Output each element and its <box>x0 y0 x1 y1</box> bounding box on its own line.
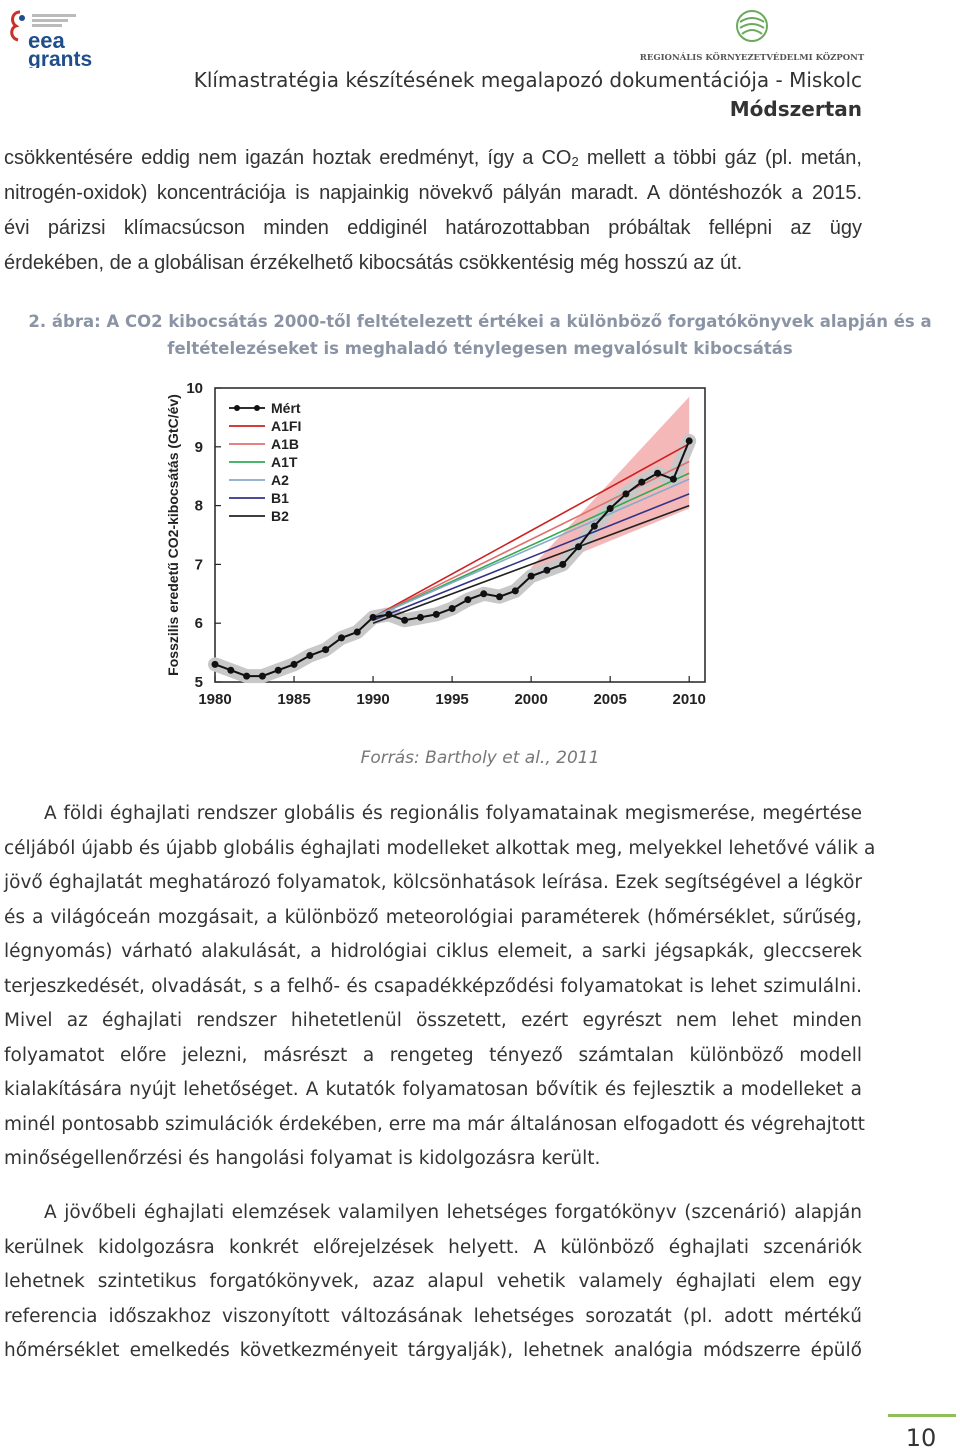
series-mert-point <box>338 634 345 641</box>
series-mert-point <box>480 590 487 597</box>
legend-label: A1B <box>271 436 300 452</box>
y-axis-label: Fosszilis eredetű CO2-kibocsátás (GtC/év) <box>165 394 181 676</box>
leaf-globe-icon <box>737 11 767 41</box>
series-mert-point <box>449 605 456 612</box>
series-mert-point <box>417 614 424 621</box>
p1-line-5: légnyomás) várható alakulását, a hidrológiai ciklus elemeit, a sarki jégsapkák, gleccserek <box>4 941 862 962</box>
intro-paragraph <box>4 141 862 281</box>
x-tick-label: 1995 <box>435 691 469 708</box>
y-tick-label: 10 <box>186 380 203 397</box>
eea-text: eea <box>28 28 65 53</box>
p1-line-7: Mivel az éghajlati rendszer hihetetlenül összetett, ezért egyrészt nem lehet minden <box>4 1010 862 1031</box>
p1-line-11: minőségellenőrzési és hangolási folyamat is kidolgozásra került. <box>4 1148 601 1169</box>
series-mert-point <box>591 523 598 530</box>
series-mert-point <box>543 567 550 574</box>
p2-line-4: referencia időszakhoz viszonyított változásának lehetséges sorozatát (pl. adott mértékű <box>4 1305 862 1327</box>
x-tick-label: 2010 <box>672 691 706 708</box>
series-mert-point <box>528 573 535 580</box>
series-mert-point <box>275 667 282 674</box>
intro-line-3: évi párizsi klímacsúcson minden eddiginél határozottabban próbáltak fellépni az ügy <box>4 217 862 239</box>
p1-line-4: és a világóceán mozgásait, a különböző meteorológiai paraméterek (hőmérséklet, sűrűség, <box>4 906 862 928</box>
series-mert-point <box>401 617 408 624</box>
page-number: 10 <box>905 1424 937 1452</box>
series-mert-point <box>227 667 234 674</box>
figure-caption <box>0 308 960 362</box>
intro-line-4: érdekében, de a globálisan érzékelhető kibocsátás csökkentésig még hosszú az út. <box>4 252 743 274</box>
p2-line-5: hőmérséklet emelkedés következményeit tárgyalják), lehetnek analógia módszerre épülő <box>4 1340 862 1361</box>
series-mert-point <box>622 490 629 497</box>
body-paragraph-1 <box>4 797 876 1177</box>
series-mert-point <box>464 596 471 603</box>
series-mert-point <box>354 629 361 636</box>
intro-line-2: nitrogén-oxidok) koncentrációja is napjainkig növekvő pályán maradt. A döntéshozók a 2015. <box>4 182 862 204</box>
series-mert-point <box>433 611 440 618</box>
series-mert-point <box>512 587 519 594</box>
series-b1-line <box>373 494 689 620</box>
p1-line-10: minél pontosabb szimulációk érdekében, erre ma már általánosan elfogadott és végrehajtott <box>4 1113 865 1135</box>
figure-caption-line-1: 2. ábra: A CO2 kibocsátás 2000-től feltételezett értékei a különböző forgatókönyvek alapján és a <box>28 312 932 331</box>
chart-svg <box>150 370 720 720</box>
p1-line-6: terjeszkedését, olvadását, s a felhő- és csapadékképződési folyamatokat is lehet szimulálni. <box>4 975 862 997</box>
document-subtitle: Módszertan <box>729 97 862 121</box>
series-mert-point <box>654 470 661 477</box>
p2-line-3: lehetnek szintetikus forgatókönyvek, azaz alapul vehetik valamely éghajlati elem egy <box>4 1271 862 1292</box>
rec-logo <box>640 8 865 64</box>
legend-marker <box>234 405 240 411</box>
x-tick-label: 1990 <box>356 691 390 708</box>
body-paragraph-2 <box>4 1196 862 1369</box>
y-tick-label: 5 <box>194 674 203 691</box>
y-tick-label: 9 <box>194 438 203 456</box>
series-mert-point <box>291 661 298 668</box>
series-mert-point <box>575 543 582 550</box>
series-a2-line <box>373 479 689 617</box>
legend-label: A1FI <box>271 418 302 434</box>
series-mert-point <box>259 673 266 680</box>
series-mert-point <box>306 652 313 659</box>
legend-label: Mért <box>271 400 301 416</box>
figure-caption-line-2: feltételezéseket is meghaladó ténylegesen megvalósult kibocsátás <box>167 339 793 358</box>
series-mert-point <box>243 673 250 680</box>
p2-line-1: A jövőbeli éghajlati elemzések valamilyen lehetséges forgatókönyv (szcenárió) alapján <box>44 1202 862 1223</box>
series-b2-line <box>373 506 689 624</box>
series-a1fi-line <box>373 444 689 617</box>
series-mert-point <box>322 646 329 653</box>
legend-label: A2 <box>271 472 289 488</box>
series-mert-point <box>370 614 377 621</box>
legend-marker <box>254 405 260 411</box>
p2-line-2: kerülnek kidolgozásra konkrét előrejelzések helyett. A különböző éghajlati szcenáriók <box>4 1236 862 1258</box>
intro-line-1: csökkentésére eddig nem igazán hoztak eredményt, így a $CO_2$ mellett a többi gáz (pl. metán, <box>4 147 862 169</box>
p1-line-3: jövő éghajlatát meghatározó folyamatok, kölcsönhatások leírása. Ezek segítségével a légkör <box>4 872 862 893</box>
page-number-rule <box>888 1414 956 1417</box>
co2-emission-chart <box>150 370 720 720</box>
series-mert-point <box>607 505 614 512</box>
p1-line-2: céljából újabb és újabb globális éghajlati modelleket alkottak meg, melyekkel lehetővé válik a <box>4 837 876 859</box>
document-title: Klímastratégia készítésének megalapozó dokumentációja - Miskolc <box>193 68 862 92</box>
x-tick-label: 1985 <box>277 691 311 708</box>
series-mert-point <box>686 437 693 444</box>
series-mert-point <box>670 476 677 483</box>
series-mert-point <box>638 479 645 486</box>
series-a1t-line <box>373 473 689 617</box>
series-mert-point <box>212 661 219 668</box>
eea-grants-logo <box>6 6 106 68</box>
p1-line-8: folyamatot előre jelezni, másrészt a rengeteg tényező számtalan különböző modell <box>4 1044 862 1066</box>
p1-line-9: kialakítására nyújt lehetőséget. A kutatók folyamatosan bővítik és fejlesztik a modelleket a <box>4 1079 862 1100</box>
series-mert-point <box>559 561 566 568</box>
figure-source: Forrás: Bartholy et al., 2011 <box>360 748 600 768</box>
y-tick-label: 6 <box>194 615 203 633</box>
x-tick-label: 2000 <box>514 691 548 708</box>
y-tick-label: 7 <box>194 556 203 574</box>
series-mert-point <box>385 611 392 618</box>
series-mert-point <box>496 593 503 600</box>
legend-label: B2 <box>271 508 289 524</box>
p1-line-1: A földi éghajlati rendszer globális és regionális folyamatainak megismerése, megértése <box>44 803 862 824</box>
legend-label: B1 <box>271 490 289 506</box>
x-tick-label: 1980 <box>198 691 232 708</box>
legend-label: A1T <box>271 454 298 470</box>
rec-logo-text: REGIONÁLIS KÖRNYEZETVÉDELMI KÖZPONT <box>640 53 865 63</box>
grants-text: grants <box>28 48 93 68</box>
y-tick-label: 8 <box>194 497 203 515</box>
x-tick-label: 2005 <box>593 691 627 708</box>
